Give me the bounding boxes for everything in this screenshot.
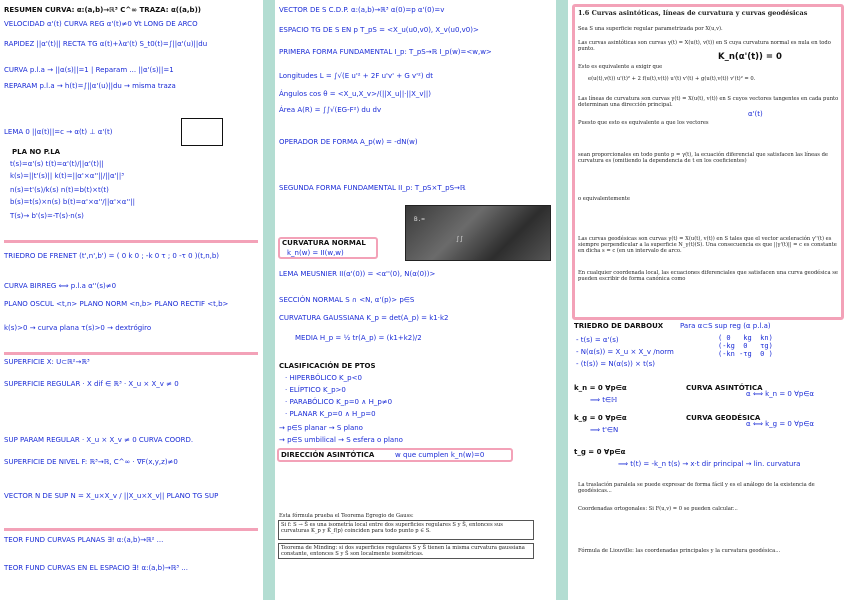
print-5: Las líneas de curvatura son curvas γ(t) = X(u(t), v(t)) en S cuyos vectores tangentes en cada punto determinan una dirección principal.: [578, 96, 839, 109]
c2-line-15: · HIPERBÓLICO K_p<0: [285, 374, 362, 382]
c2-line-5: Área A(R) = ∫∫√(EG-F²) du dv: [279, 106, 382, 114]
c2-line-1: ESPACIO TG DE S EN p T_pS = <X_u(u0,v0), X_v(u0,v0)>: [279, 26, 479, 34]
c1-line-10: b(s)=t(s)×n(s) b(t)=α'×α''/||α'×α''||: [10, 198, 135, 206]
c1-line-4: REPARAM p.l.a → h(t)=∫||α'(u)||du → misma traza: [4, 82, 176, 90]
c1-line-0: RESUMEN CURVA: α:(a,b)→ℝ³ C^∞ TRAZA: α((a,b)): [4, 6, 201, 14]
c1-divider-3: [4, 528, 258, 531]
tg-desc: ⟹ t(t) = -k_n t(s) → x·t dir principal → lin. curvatura: [618, 460, 801, 468]
curva-geod-eq: α ⟺ k_g = 0 ∀p∈α: [746, 420, 815, 428]
c1-line-21: TEOR FUND CURVAS PLANAS ∃! α:(a,b)→ℝ² ...: [4, 536, 164, 544]
print-3: Esto es equivalente a exigir que: [578, 64, 663, 70]
print-12: Coordenadas ortogonales: Si F(u,v) = 0 se pueden calcular...: [578, 506, 738, 512]
c1-line-15: k(s)>0 → curva plana τ(s)>0 → dextrógiro: [4, 324, 152, 332]
c1-divider-2: [4, 352, 258, 355]
c2-line-6: OPERADOR DE FORMA A_p(w) = -dN(w): [279, 138, 418, 146]
c2-line-16: · ELÍPTICO K_p>0: [285, 386, 346, 394]
c2-line-0: VECTOR DE S C.D.P. α:(a,b)→ℝ³ α(0)=p α'(0)=v: [279, 6, 445, 14]
print-1: Sea S una superficie regular parametrizada por X(u,v).: [578, 26, 723, 32]
print-7: sean proporcionales en todo punto p = γ(t), la ecuación diferencial que satisfacen las líneas de curvatura es (omitiendo la dependencia de t en los coeficientes): [578, 152, 828, 165]
c1-line-18: SUP PARAM REGULAR · X_u × X_v ≠ 0 CURVA COORD.: [4, 436, 194, 444]
c2-line-3: Longitudes L = ∫√(E u'² + 2F u'v' + G v'²) dt: [279, 72, 433, 80]
c1-line-3: CURVA p.l.a → ||α(s)||=1 | Reparam ... ||α'(s)||=1: [4, 66, 174, 74]
curvatura-normal-eq: k_n(w) = II(w,w): [287, 249, 344, 257]
dir-asint-title: DIRECCIÓN ASINTÓTICA: [281, 451, 375, 459]
c1-line-8: k(s)=||t'(s)|| k(t)=||α'×α''||/||α'||³: [10, 172, 125, 180]
c1-line-22: TEOR FUND CURVAS EN EL ESPACIO ∃! α:(a,b)→ℝ³ ...: [4, 564, 188, 572]
c2-line-20: → p∈S umbilical → S esfera o plano: [279, 436, 403, 444]
c1-line-5: LEMA 0 ||α(t)||=c → α(t) ⊥ α'(t): [4, 128, 113, 136]
egregio-intro: Esta fórmula prueba el Teorema Egregio de Gauss:: [279, 513, 414, 519]
print-11: La traslación paralela se puede expresar de forma fácil y es el análogo de la existencia de geodésicas...: [578, 482, 815, 495]
curva-asint-eq: α ⟺ k_n = 0 ∀p∈α: [746, 390, 815, 398]
curva-asint: CURVA ASINTÓTICA: [686, 384, 763, 392]
kg-pt-sub: ⟹ t'∈N: [590, 426, 619, 434]
print-9: Las curvas geodésicas son curvas γ(t) = X(u(t), v(t)) en S tales que el vector aceleración γ''(t) es siempre perpendicular a la superficie N_γ(t)(S). Una consecuencia es que ||γ'(t)|| = c es constante en dicha s = c (en un intervalo de arco.: [578, 236, 837, 255]
egregio-text: Si f: S → S̃ es una isometría local entre dos superficies regulares S y S̃, entonces sus curvaturas K_p y K̃_f(p) coinciden para todo punto p ∈ S.: [281, 522, 503, 535]
print-4: e(u(t),v(t)) u'(t)² + 2 f(u(t),v(t)) u'(t) v'(t) + g(u(t),v(t)) v'(t)² = 0.: [588, 76, 756, 82]
c2-line-13: MEDIA H_p = ½ tr(A_p) = (k1+k2)/2: [295, 334, 422, 342]
section-title: 1.6 Curvas asintóticas, líneas de curvatura y curvas geodésicas: [578, 9, 808, 17]
c1-line-17: SUPERFICIE REGULAR · X dif ∈ ℝ³ · X_u × X_v ≠ 0: [4, 380, 179, 388]
print-6: Puesto que esto es equivalente a que los vectores: [578, 120, 709, 126]
c2-line-7: SEGUNDA FORMA FUNDAMENTAL II_p: T_pS×T_pS→ℝ: [279, 184, 466, 192]
print-13: Fórmula de Liouville: las coordenadas principales y la curvatura geodésica...: [578, 548, 781, 554]
separator-right: [556, 0, 568, 600]
c1-line-16: SUPERFICIE X: U⊂ℝ²→ℝ³: [4, 358, 90, 366]
c2-line-10: LEMA MEUSNIER II(α'(0)) = <α''(0), N(α(0))>: [279, 270, 436, 278]
c1-line-13: CURVA BIRREG ⟺ p.l.a α''(s)≠0: [4, 282, 117, 290]
darboux-line-1: - N(α(s)) = X_u × X_v /norm: [576, 348, 674, 356]
column-2: [275, 0, 556, 600]
c2-line-11: SECCIÓN NORMAL S ∩ <N, α'(p)> p∈S: [279, 296, 415, 304]
hand-kn-asint: K_n(α'(t)) = 0: [718, 52, 782, 62]
kn-pt-sub: ⟹ t∈ℍ: [590, 396, 618, 404]
column-1: [0, 0, 263, 600]
c1-line-1: VELOCIDAD α'(t) CURVA REG α'(t)≠0 ∀t LONG DE ARCO: [4, 20, 198, 28]
c1-line-6: PLA NO P.LA: [12, 148, 61, 156]
tg-pt: t_g = 0 ∀p∈α: [574, 448, 626, 456]
c1-line-11: T(s)→ b'(s)=-T(s)·n(s): [10, 212, 84, 220]
darboux-title: TRIEDRO DE DARBOUX: [574, 322, 664, 330]
lemma-diagram-box: [181, 118, 223, 146]
c2-line-2: PRIMERA FORMA FUNDAMENTAL I_p: T_pS→ℝ I_p(w)=<w,w>: [279, 48, 492, 56]
c2-line-4: Ángulos cos θ = <X_u,X_v>/(||X_u||·||X_v||): [279, 90, 432, 98]
darboux-matrix: ( 0 kg kn) (-kg 0 τg) (-kn -τg 0 ): [718, 334, 773, 358]
darboux-sub: Para α⊂S sup reg (α p.l.a): [680, 322, 771, 330]
c2-line-12: CURVATURA GAUSSIANA K_p = det(A_p) = k1·k2: [279, 314, 449, 322]
print-8: o equivalentemente: [578, 196, 630, 202]
minding-text: Teorema de Minding: si dos superficies regulares S y S̃ tienen la misma curvatura gaussiana constante, entonces S y S̃ son localmente isométricas.: [281, 545, 525, 558]
c1-line-2: RAPIDEZ ||α'(t)|| RECTA TG α(t)+λα'(t) S_t0(t)=∫||α'(u)||du: [4, 40, 208, 48]
c1-line-9: n(s)=t'(s)/k(s) n(t)=b(t)×t(t): [10, 186, 109, 194]
darboux-line-0: - t(s) = α'(s): [576, 336, 619, 344]
c2-line-19: → p∈S planar → S plano: [279, 424, 363, 432]
hand-alpha: α'(t): [748, 110, 763, 118]
curva-geod: CURVA GEODÉSICA: [686, 414, 761, 422]
c1-line-19: SUPERFICIE DE NIVEL F: ℝ³→ℝ, C^∞ · ∇F(x,y,z)≠0: [4, 458, 178, 466]
column-3: [568, 0, 848, 600]
print-10: En cualquier coordenada local, las ecuaciones diferenciales que satisfacen una curva geodésica se pueden escribir de forma canónica como: [578, 270, 838, 283]
print-2: Las curvas asintóticas son curvas γ(t) = X(u(t), v(t)) en S cuya curvatura normal es nula en todo punto.: [578, 40, 831, 53]
blackboard-photo: B.= ∫∫: [405, 205, 551, 261]
c2-line-14: CLASIFICACIÓN DE PTOS: [279, 362, 376, 370]
c1-line-7: t(s)=α'(s) t(t)=α'(t)/||α'(t)||: [10, 160, 104, 168]
c1-line-14: PLANO OSCUL <t,n> PLANO NORM <n,b> PLANO RECTIF <t,b>: [4, 300, 229, 308]
c1-divider-1: [4, 240, 258, 243]
kn-pt: k_n = 0 ∀p∈α: [574, 384, 627, 392]
c2-line-18: · PLANAR K_p=0 ∧ H_p=0: [285, 410, 376, 418]
c2-line-17: · PARABÓLICO K_p=0 ∧ H_p≠0: [285, 398, 393, 406]
c1-line-20: VECTOR N DE SUP N = X_u×X_v / ||X_u×X_v|| PLANO TG SUP: [4, 492, 219, 500]
curvatura-normal-title: CURVATURA NORMAL: [282, 239, 366, 247]
dir-asint-desc: w que cumplen k_n(w)=0: [395, 451, 485, 459]
darboux-line-2: - (t(s)) = N(α(s)) × t(s): [576, 360, 655, 368]
separator-left: [263, 0, 275, 600]
kg-pt: k_g = 0 ∀p∈α: [574, 414, 627, 422]
c1-line-12: TRIEDRO DE FRENET (t',n',b') = ( 0 k 0 ; -k 0 τ ; 0 -τ 0 )(t,n,b): [4, 252, 220, 260]
